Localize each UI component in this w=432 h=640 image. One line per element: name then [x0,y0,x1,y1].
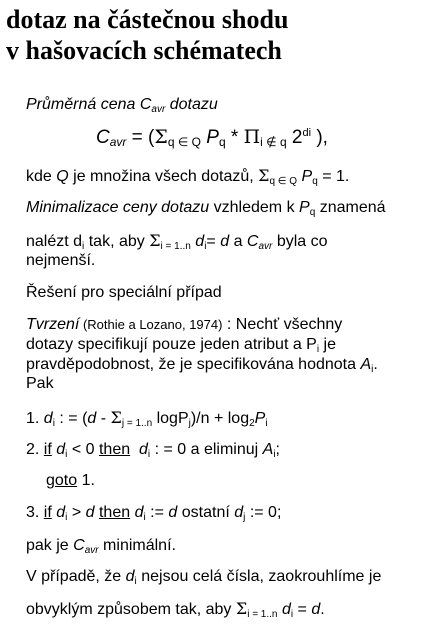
minimal-line: pak je $C_{avr}$ minimální. [26,537,176,556]
slide-title [6,4,426,66]
average-cost-heading: Průměrná cena $C_{avr}$ dotazu [26,96,218,115]
query-set-definition: kde Q je množina všech dotazů, $\Sigma_{q \in Q}$ $P_q = 1$. [26,166,350,187]
minimization-line: Minimalizace ceny dotazu vzhledem k $P_q$ znamená [26,199,386,218]
smallest-line: nejmenší. [26,252,96,269]
cost-formula: $C_{avr} = (\Sigma_{q \in Q}$ $P_q * \Pi_{i \notin q}$ $2^{di}$ ), [96,126,328,149]
find-di-line: nalézt $d_i$ tak, aby $\Sigma_{i = 1..n}$ $d_i= d$ a $C_{avr}$ byla co [26,231,328,252]
algorithm-step-2: 2. if $d_i < 0$ then $d_i$ : = 0 a eliminuj $A_i$; [26,441,280,460]
algorithm-step-1: 1. $d_i$ : = ($d - \Sigma_{j = 1..n}$ $\log P_j)/n + \log_2P_i$ [26,408,268,429]
goto-line: goto 1. [46,472,95,489]
algorithm-step-3: 3. if $d_i > d$ then $d_i$ := d ostatní $d_j$ := 0; [26,504,282,523]
then-line: Pak [26,375,54,392]
rounding-line: V případě, že $d_i$ nejsou celá čísla, zaokrouhlíme je [26,568,382,587]
theorem-line: Tvrzení (Rothie a Lozano, 1974) : Nechť všechny [26,316,343,333]
theorem-line-3: pravděpodobnost, že je specifikována hodnota $A_i$. [26,356,378,375]
title-line-1: dotaz na částečnou shodu [6,5,289,34]
rounding-line-2: obvyklým způsobem tak, aby $\Sigma_{i = 1..n}$ $d_i = d$. [26,599,325,620]
special-case-heading: Řešení pro speciální případ [26,284,222,301]
title-line-2: v hašovacích schématech [6,36,282,65]
theorem-line-2: dotazy specifikují pouze jeden atribut a $P_i$ je [26,336,336,355]
